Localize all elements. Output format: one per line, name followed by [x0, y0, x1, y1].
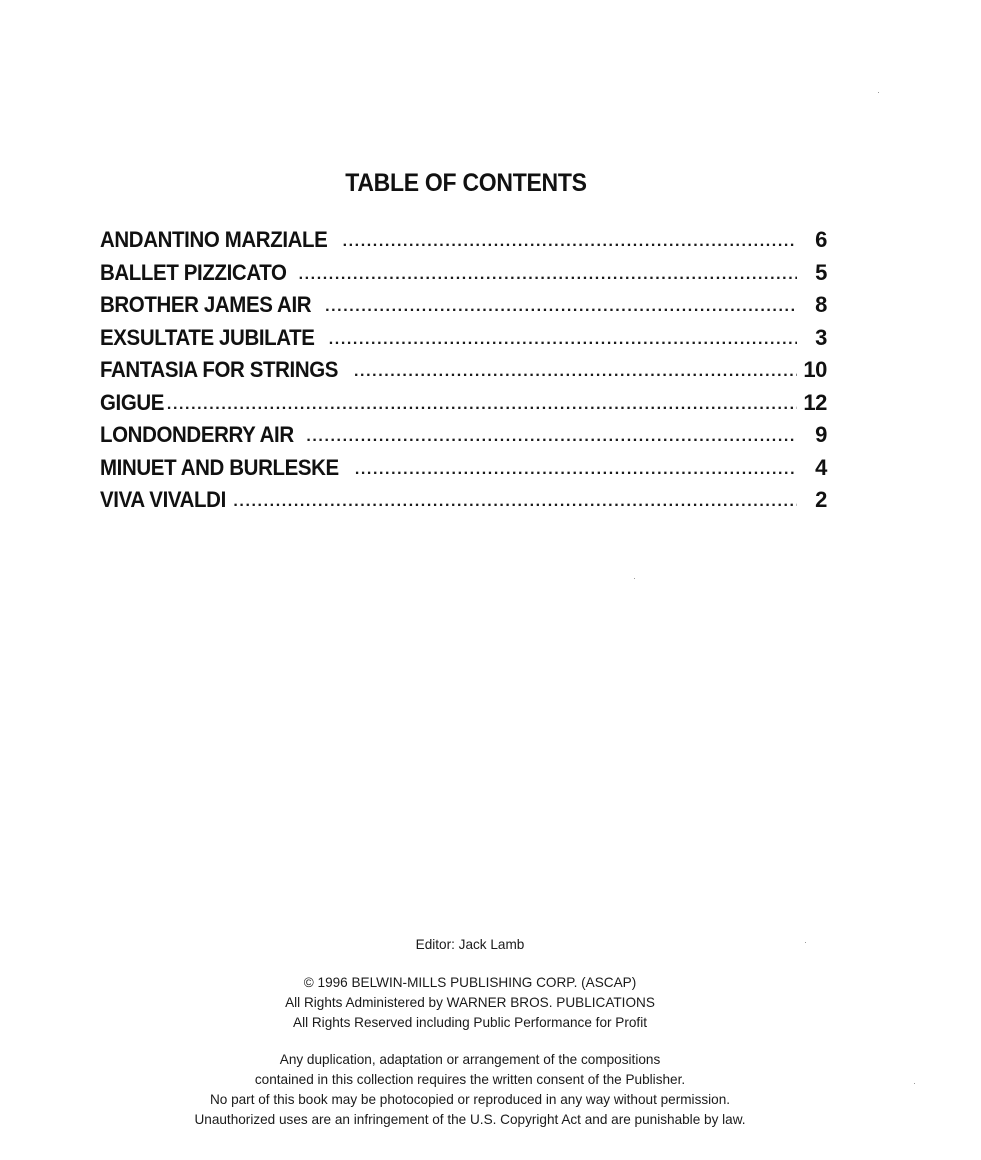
- toc-entry-page: 10: [803, 357, 827, 382]
- dot-leader: [233, 493, 797, 511]
- toc-list: [100, 227, 827, 520]
- dot-leader: [329, 331, 797, 349]
- toc-entry-page: 5: [815, 259, 827, 285]
- scan-speck: [805, 942, 806, 943]
- toc-entry-title: EXSULTATE JUBILATE: [100, 324, 315, 350]
- toc-entry-title: ANDANTINO MARZIALE: [100, 227, 328, 252]
- toc-entry-title: LONDONDERRY AIR: [100, 422, 294, 447]
- toc-entry: [100, 487, 827, 520]
- copyright-line: © 1996 BELWIN-MILLS PUBLISHING CORP. (ASCAP): [303, 974, 637, 990]
- legal-notice: [0, 1049, 940, 1129]
- dot-leader: [167, 396, 797, 414]
- copyright-line: All Rights Reserved including Public Performance for Profit: [293, 1014, 647, 1030]
- toc-entry-title: GIGUE: [100, 389, 165, 415]
- legal-notice-line: Unauthorized uses are an infringement of the U.S. Copyright Act and are punishable by law.: [194, 1111, 746, 1127]
- dot-leader: [343, 233, 797, 251]
- copyright-line: All Rights Administered by WARNER BROS. PUBLICATIONS: [285, 994, 655, 1010]
- toc-entry: [100, 422, 827, 455]
- toc-entry-page: 3: [815, 324, 827, 350]
- toc-entry-page: 12: [803, 389, 827, 415]
- toc-entry: [100, 325, 827, 358]
- dot-leader: [354, 363, 797, 381]
- toc-entry: [100, 227, 827, 260]
- editor-line: Editor: Jack Lamb: [415, 936, 525, 952]
- toc-entry-title: FANTASIA FOR STRINGS: [100, 357, 339, 382]
- toc-entry-page: 4: [815, 454, 827, 480]
- toc-heading: TABLE OF CONTENTS: [345, 169, 587, 197]
- dot-leader: [299, 266, 797, 284]
- toc-entry: [100, 390, 827, 423]
- legal-notice-line: contained in this collection requires the written consent of the Publisher.: [254, 1071, 686, 1087]
- legal-notice-line: Any duplication, adaptation or arrangement of the compositions: [279, 1051, 661, 1067]
- toc-entry-page: 2: [815, 487, 827, 512]
- scan-speck: [914, 1083, 915, 1084]
- toc-entry-page: 6: [815, 227, 827, 252]
- toc-entry: [100, 455, 827, 488]
- toc-entry-title: BROTHER JAMES AIR: [100, 292, 312, 317]
- scan-speck: [634, 578, 635, 579]
- toc-entry-title: VIVA VIVALDI: [100, 487, 226, 512]
- copyright-block: [0, 972, 940, 1032]
- toc-entry: [100, 260, 827, 293]
- toc-entry-title: BALLET PIZZICATO: [100, 259, 287, 285]
- dot-leader: [306, 428, 797, 446]
- toc-entry: [100, 357, 827, 390]
- toc-entry-page: 9: [815, 422, 827, 447]
- toc-entry-page: 8: [815, 292, 827, 317]
- editor-credit: [0, 934, 940, 954]
- toc-entry-title: MINUET AND BURLESKE: [100, 454, 339, 480]
- scan-speck: [878, 92, 879, 93]
- dot-leader: [355, 461, 797, 479]
- dot-leader: [325, 298, 797, 316]
- toc-entry: [100, 292, 827, 325]
- legal-notice-line: No part of this book may be photocopied or reproduced in any way without permission.: [209, 1091, 731, 1107]
